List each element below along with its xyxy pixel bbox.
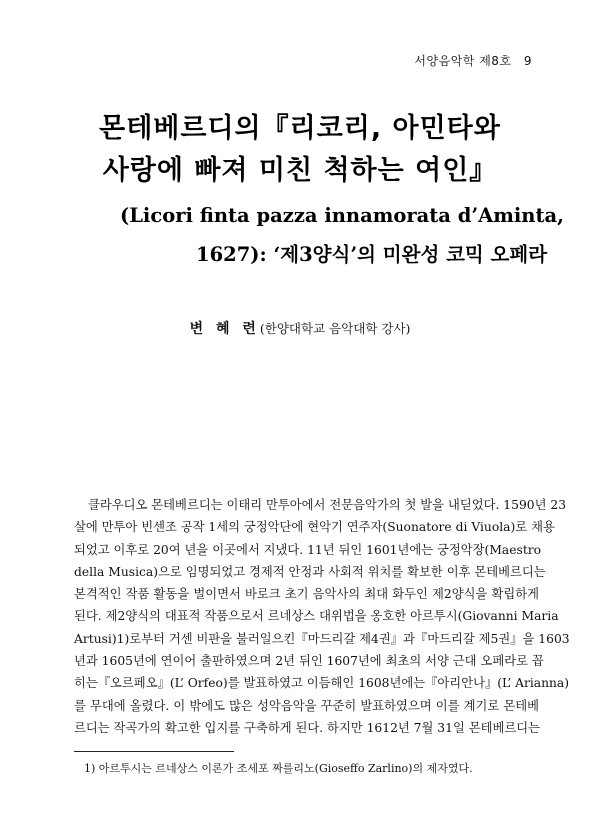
- page-number: 9: [523, 54, 532, 68]
- title-line-1: 몬테베르디의『리코리, 아민타와: [99, 113, 501, 144]
- body-line: Artusi)1)로부터 거센 비판을 불러일으킨『마드리갈 제4권』과『마드리갈 제5권』을 1603: [74, 631, 570, 646]
- subtitle-line-1: (Licori finta pazza innamorata d’Aminta,: [120, 204, 564, 227]
- body-line: 히는『오르페오』(L’ Orfeo)를 발표하였고 이듬해인 1608년에는『아리안나』(L’ Arianna): [74, 676, 570, 691]
- author-byline: [0, 318, 600, 338]
- footnote-divider: [74, 751, 234, 752]
- body-line: 본격적인 작품 활동을 벌이면서 바로크 초기 음악사의 최대 화두인 제2양식을 확립하게: [74, 587, 539, 602]
- body-paragraph: [74, 494, 570, 739]
- body-line: 된다. 제2양식의 대표적 작품으로서 르네상스 대위법을 옹호한 아르투시(Giovanni Maria: [74, 609, 559, 624]
- title-line-2: 사랑에 빠져 미친 척하는 여인』: [102, 155, 498, 186]
- subtitle-line-2: 1627): ‘제3양식’의 미완성 코믹 오페라: [196, 243, 548, 266]
- body-line: 년과 1605년에 연이어 출판하였으며 2년 뒤인 1607년에 최초의 서양 근대 오페라로 꼽: [74, 654, 544, 669]
- body-line: 되었고 이후로 20여 년을 이곳에서 지냈다. 11년 뒤인 1601년에는 궁정악장(Maestro: [74, 542, 542, 557]
- footnote: 1) 아르투시는 르네상스 이론가 조세포 짜를리노(Gioseffo Zarlino)의 제자였다.: [84, 762, 473, 775]
- journal-name: 서양음악학 제8호: [414, 54, 512, 68]
- running-header: [414, 52, 532, 69]
- author-affiliation: (한양대학교 음악대학 강사): [259, 321, 411, 336]
- body-line: 를 무대에 올렸다. 이 밖에도 많은 성악음악을 꾸준히 발표하였으며 이를 계기로 몬테베: [74, 698, 539, 713]
- author-name: 변 혜 련: [189, 321, 260, 337]
- body-line: 클라우디오 몬테베르디는 이태리 만투아에서 전문음악가의 첫 발을 내딛었다. 1590년 23: [88, 498, 567, 512]
- body-line: 살에 만투아 빈센조 공작 1세의 궁정악단에 현악기 연주자(Suonatore di Viuola)로 채용: [74, 520, 555, 535]
- body-line: della Musica)으로 임명되었고 경제적 안정과 사회적 위치를 확보한 이후 몬테베르디는: [74, 564, 546, 579]
- body-line: 르디는 작곡가의 확고한 입지를 구축하게 된다. 하지만 1612년 7월 31일 몬테베르디는: [74, 720, 541, 735]
